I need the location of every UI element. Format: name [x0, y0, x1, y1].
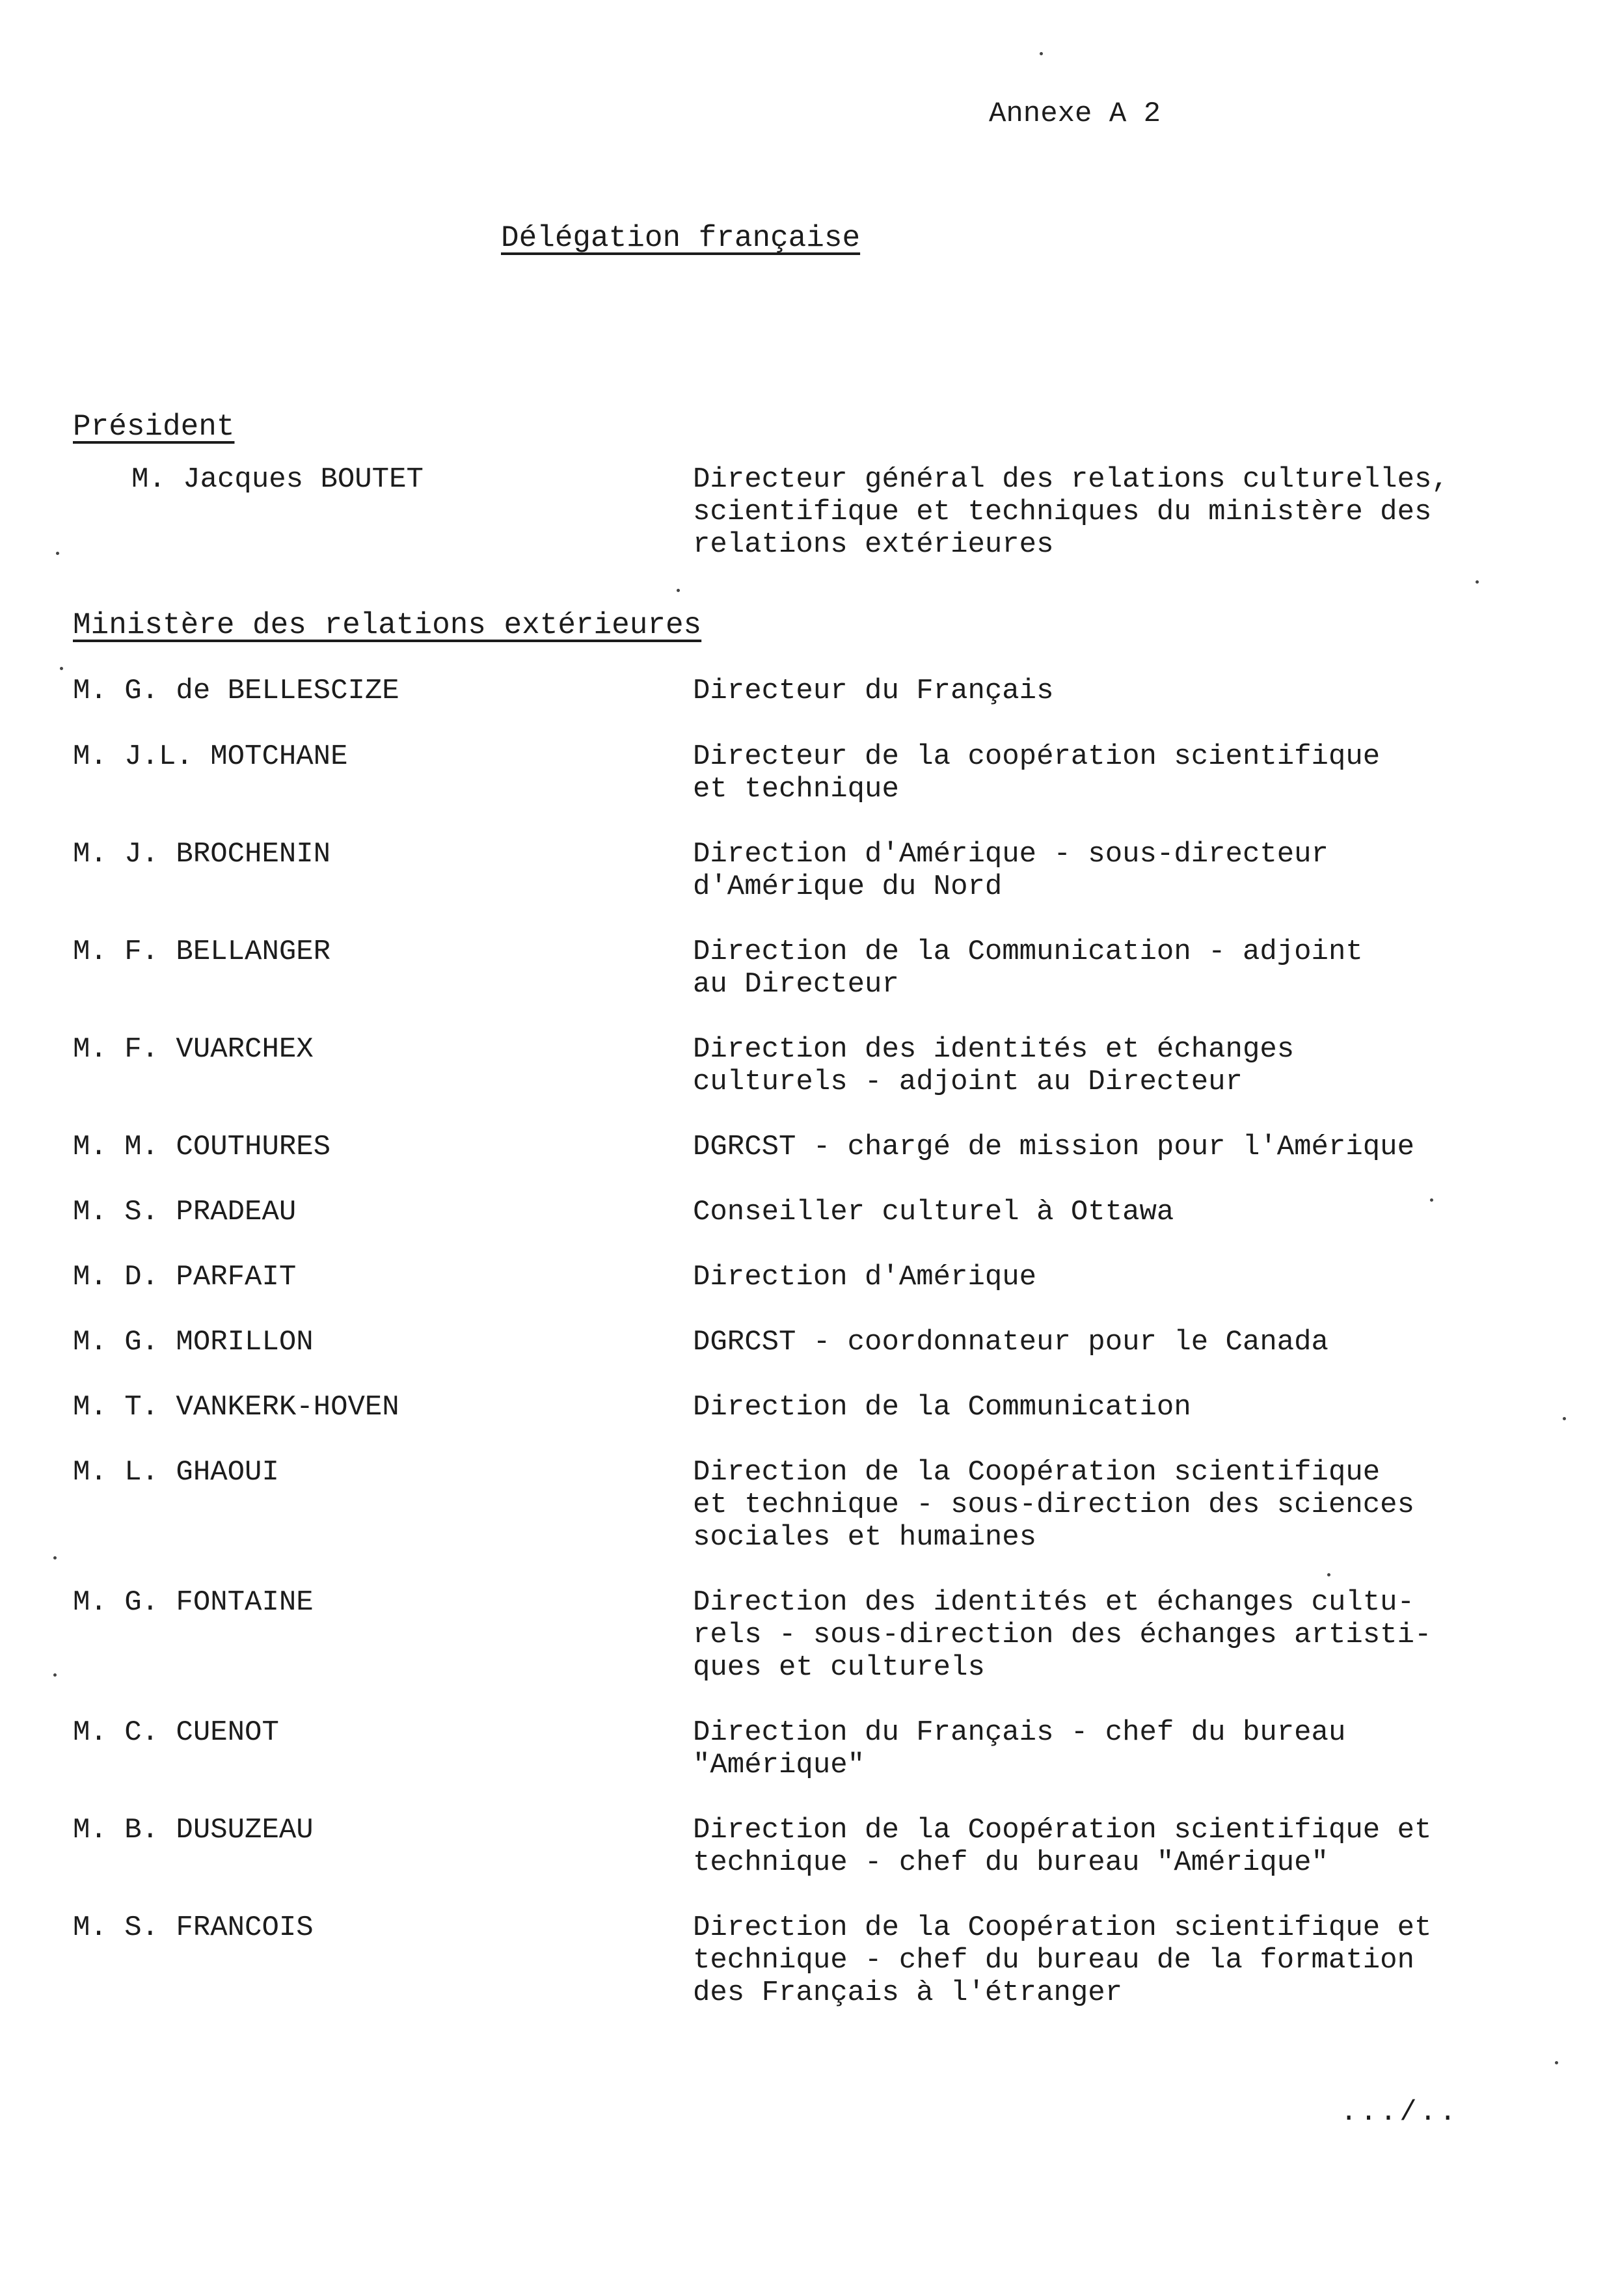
delegate-name: M. B. DUSUZEAU — [73, 1814, 314, 1846]
delegate-name: M. D. PARFAIT — [73, 1261, 297, 1293]
role-line: Direction des identités et échanges — [693, 1033, 1295, 1066]
role-line: Directeur de la coopération scientifique — [693, 740, 1381, 773]
role-line: culturels - adjoint au Directeur — [693, 1066, 1243, 1098]
role-line: rels - sous-direction des échanges artisti- — [693, 1619, 1432, 1651]
ministry-heading: Ministère des relations extérieures — [73, 608, 702, 642]
continuation-mark: .../.. — [1340, 2096, 1459, 2129]
scan-speck — [56, 552, 59, 555]
scan-speck — [1476, 580, 1479, 584]
delegate-name: M. F. BELLANGER — [73, 936, 331, 968]
delegate-name: M. G. FONTAINE — [73, 1586, 314, 1619]
role-line: et technique — [693, 773, 899, 805]
delegate-role — [693, 1456, 1565, 1554]
delegate-role — [693, 1261, 1565, 1293]
role-line: DGRCST - chargé de mission pour l'Amérique — [693, 1131, 1414, 1163]
delegate-name: M. G. MORILLON — [73, 1326, 314, 1358]
scan-speck — [1040, 52, 1043, 55]
role-line: Direction du Français - chef du bureau — [693, 1716, 1346, 1749]
role-line: relations extérieures — [693, 528, 1054, 561]
role-line: des Français à l'étranger — [693, 1977, 1123, 2009]
delegate-role — [693, 1911, 1565, 2009]
delegate-role — [693, 1033, 1565, 1098]
delegate-role — [693, 1586, 1565, 1684]
delegate-role — [693, 675, 1565, 707]
role-line: technique - chef du bureau de la formation — [693, 1944, 1414, 1977]
role-line: d'Amérique du Nord — [693, 871, 1003, 903]
scan-speck — [53, 1556, 57, 1560]
role-line: Conseiller culturel à Ottawa — [693, 1196, 1174, 1228]
annex-label: Annexe A 2 — [989, 98, 1161, 130]
president-role — [693, 463, 1565, 561]
role-line: ques et culturels — [693, 1651, 985, 1684]
role-line: Directeur général des relations culturelles, — [693, 463, 1449, 496]
scan-speck — [1555, 2061, 1558, 2064]
delegate-role — [693, 1131, 1565, 1163]
scan-speck — [1327, 1573, 1330, 1576]
role-line: Direction de la Coopération scientifique et — [693, 1814, 1432, 1846]
delegate-name: M. F. VUARCHEX — [73, 1033, 314, 1066]
role-line: Direction de la Coopération scientifique — [693, 1456, 1381, 1489]
role-line: "Amérique" — [693, 1749, 865, 1781]
delegate-role — [693, 740, 1565, 805]
delegate-name: M. G. de BELLESCIZE — [73, 675, 399, 707]
role-line: Direction d'Amérique — [693, 1261, 1037, 1293]
scan-speck — [1430, 1198, 1433, 1202]
delegate-role — [693, 1326, 1565, 1358]
delegate-name: M. S. PRADEAU — [73, 1196, 297, 1228]
role-line: Direction de la Coopération scientifique et — [693, 1911, 1432, 1944]
delegate-name: M. S. FRANCOIS — [73, 1911, 314, 1944]
scan-speck — [53, 1673, 57, 1677]
delegate-name: M. T. VANKERK-HOVEN — [73, 1391, 399, 1424]
delegate-role — [693, 838, 1565, 903]
delegate-name: M. J.L. MOTCHANE — [73, 740, 348, 773]
scan-speck — [60, 667, 63, 670]
role-line: Direction de la Communication - adjoint — [693, 936, 1363, 968]
role-line: Direction d'Amérique - sous-directeur — [693, 838, 1329, 871]
scan-speck — [1563, 1417, 1566, 1420]
role-line: DGRCST - coordonnateur pour le Canada — [693, 1326, 1329, 1358]
role-line: technique - chef du bureau "Amérique" — [693, 1846, 1329, 1879]
page-title: Délégation française — [501, 221, 861, 255]
role-line: sociales et humaines — [693, 1521, 1037, 1554]
president-name: M. Jacques BOUTET — [131, 463, 424, 496]
delegate-name: M. L. GHAOUI — [73, 1456, 279, 1489]
scan-speck — [677, 589, 680, 592]
delegate-role — [693, 1814, 1565, 1879]
delegate-role — [693, 1196, 1565, 1228]
role-line: au Directeur — [693, 968, 899, 1001]
role-line: Direction de la Communication — [693, 1391, 1191, 1424]
role-line: scientifique et techniques du ministère des — [693, 496, 1432, 528]
role-line: Directeur du Français — [693, 675, 1054, 707]
role-line: et technique - sous-direction des sciences — [693, 1489, 1414, 1521]
delegate-name: M. J. BROCHENIN — [73, 838, 331, 871]
president-heading: Président — [73, 410, 235, 444]
delegate-name: M. M. COUTHURES — [73, 1131, 331, 1163]
delegate-role — [693, 1716, 1565, 1781]
role-line: Direction des identités et échanges cultu- — [693, 1586, 1414, 1619]
delegate-role — [693, 936, 1565, 1001]
delegate-name: M. C. CUENOT — [73, 1716, 279, 1749]
delegate-role — [693, 1391, 1565, 1424]
